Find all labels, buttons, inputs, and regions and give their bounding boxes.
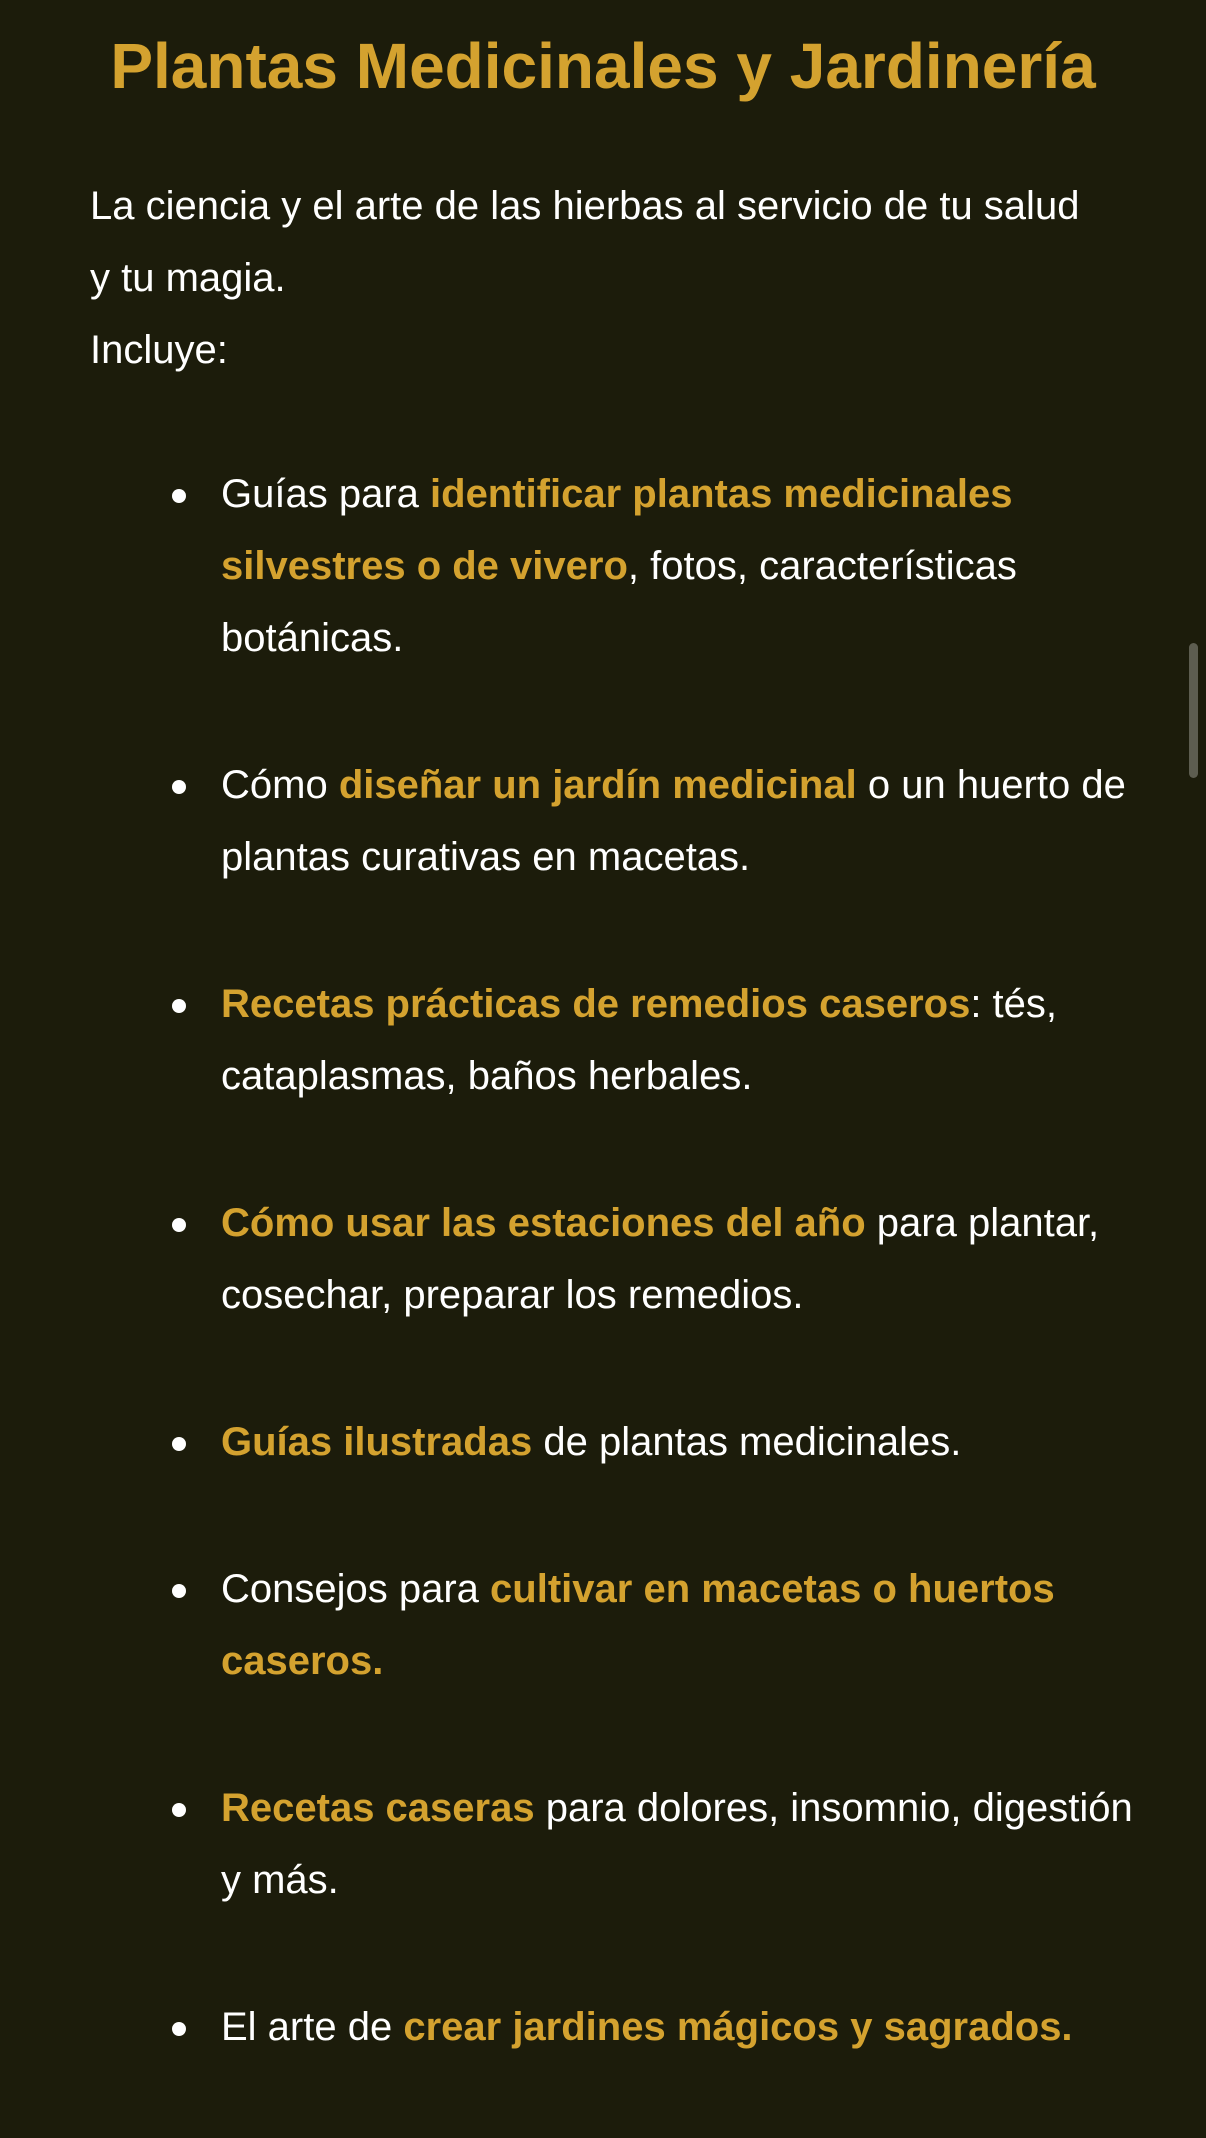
item-text-rest: de plantas medicinales. [532,1420,962,1464]
bullet-icon [172,1584,186,1598]
bullet-icon [172,999,186,1013]
item-text-rest: o un huerto de plantas curativas en macetas. [221,763,1126,879]
features-list [0,458,1206,2138]
item-highlight: Recetas caseras [221,1786,535,1830]
scrollbar-thumb[interactable] [1189,643,1198,778]
bullet-icon [172,2022,186,2036]
list-item [0,1772,1206,1916]
item-text: Guías para [221,472,431,516]
list-item [0,749,1206,893]
intro-description: La ciencia y el arte de las hierbas al servicio de tu salud y tu magia. [90,184,1080,300]
item-text-rest: para dolores, insomnio, digestión y más. [221,1786,1133,1902]
item-text: Consejos para [221,1567,491,1611]
item-highlight: diseñar un jardín medicinal [338,763,857,807]
intro-includes-label: Incluye: [90,328,228,372]
item-highlight: crear jardines mágicos y sagrados. [403,2005,1073,2049]
page-title: Plantas Medicinales y Jardinería [110,30,1096,102]
list-item [0,968,1206,1112]
item-text-rest: : tés, cataplasmas, baños herbales. [221,982,1058,1098]
item-text: Cómo [221,763,339,807]
list-item [0,1553,1206,1697]
item-text-rest: , fotos, características botánicas. [221,544,1017,660]
item-highlight: Recetas prácticas de remedios caseros [221,982,971,1026]
item-highlight: Cómo usar las estaciones del año [221,1201,866,1245]
list-item [0,458,1206,674]
list-item [0,1187,1206,1331]
bullet-icon [172,1437,186,1451]
bullet-icon [172,489,186,503]
item-highlight: identificar plantas medicinales silvestres o de vivero [221,472,1013,588]
list-item [0,1991,1206,2063]
item-highlight: Guías ilustradas [221,1420,533,1464]
item-text-rest: para plantar, cosechar, preparar los remedios. [221,1201,1100,1317]
intro-text [90,170,1110,386]
bullet-icon [172,1803,186,1817]
item-text: El arte de [221,2005,404,2049]
item-highlight: cultivar en macetas o huertos caseros. [221,1567,1055,1683]
bullet-icon [172,1218,186,1232]
bullet-icon [172,780,186,794]
list-item [0,1406,1206,1478]
